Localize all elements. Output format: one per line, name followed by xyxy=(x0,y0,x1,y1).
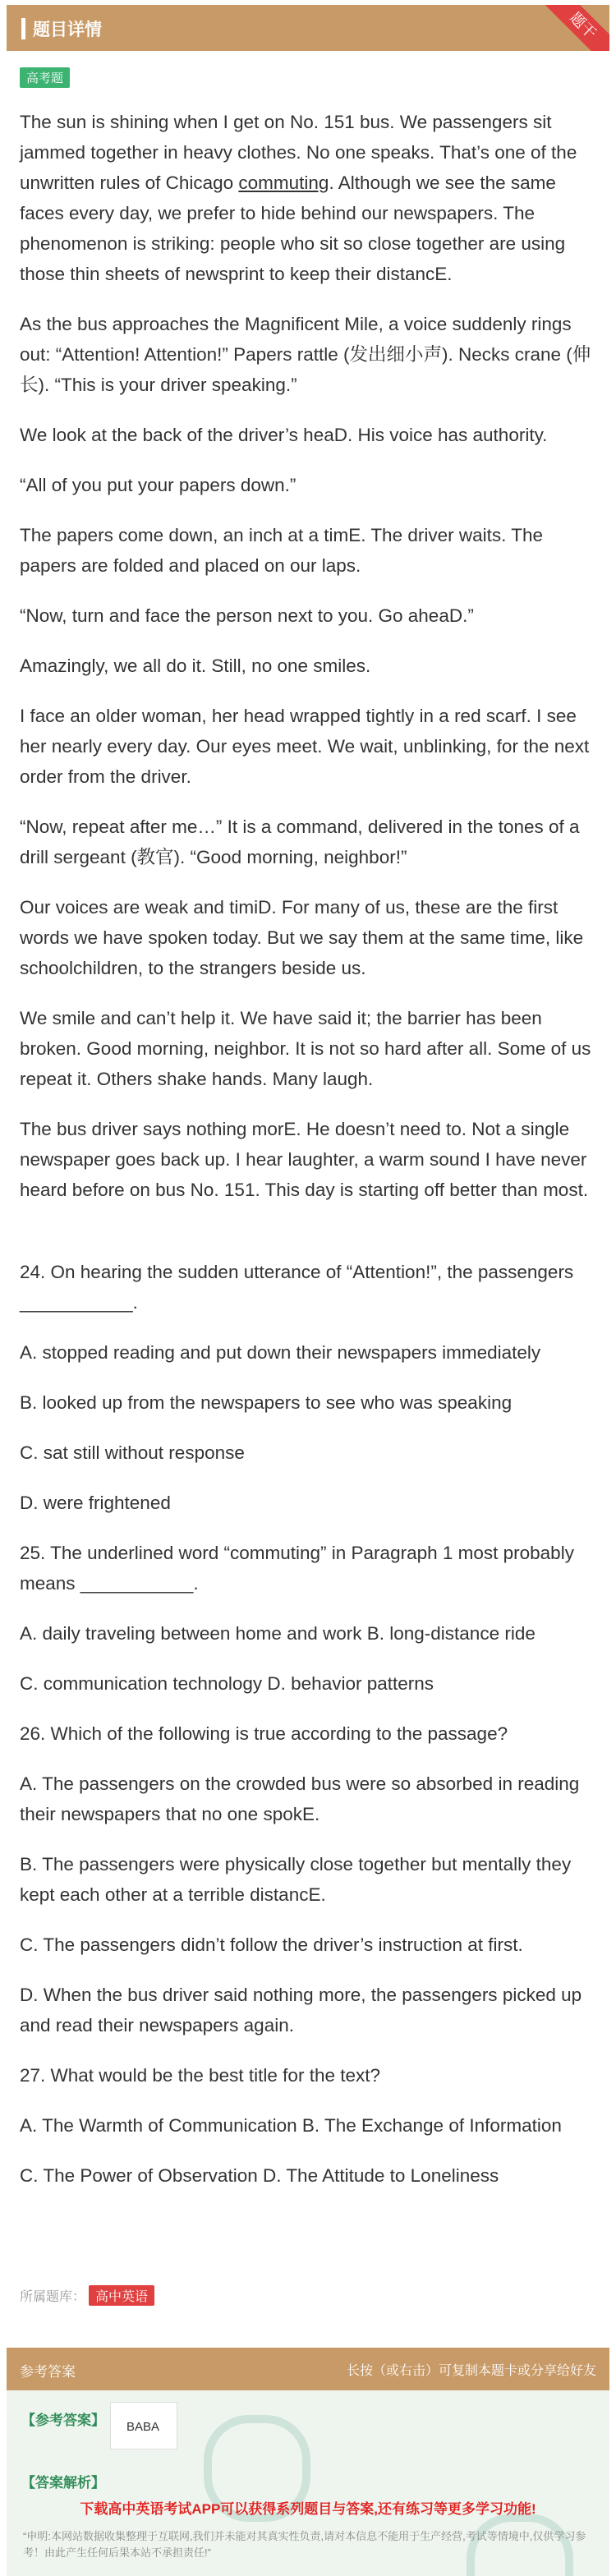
answer-option: D. When the bus driver said nothing more, the passengers picked up and read their newspapers again. xyxy=(20,1985,582,2036)
answer-option: A. stopped reading and put down their newspapers immediately xyxy=(20,1342,541,1363)
passage-paragraph: “Now, repeat after me…” It is a command, delivered in the tones of a drill sergeant (教官). “Good morning, neighbor!” xyxy=(20,816,580,867)
corner-ribbon: 题干 xyxy=(534,5,609,51)
answer-option: A. The Warmth of Communication B. The Exchange of Information xyxy=(20,2115,562,2136)
passage-paragraph: We look at the back of the driver’s heaD. His voice has authority. xyxy=(20,425,548,445)
answer-text: BABA xyxy=(126,2420,160,2434)
analysis-label: 【答案解析】 xyxy=(21,2475,105,2491)
answer-panel xyxy=(7,2390,609,2576)
answer-option: A. The passengers on the crowded bus were so absorbed in reading their newspapers that no one spokE. xyxy=(20,1773,580,1824)
source-label: 所属题库： xyxy=(20,2290,86,2304)
question-bank-source xyxy=(20,2285,154,2306)
passage-paragraph: “All of you put your papers down.” xyxy=(20,475,297,495)
answer-option: C. The Power of Observation D. The Attitude to Loneliness xyxy=(20,2165,499,2186)
header-accent-bar xyxy=(21,18,25,39)
answer-option: C. communication technology D. behavior patterns xyxy=(20,1673,434,1694)
exam-type-badge: 高考题 xyxy=(20,67,70,88)
passage-text: The sun is shining when I get on No. 151 bus. We passengers sit jammed together in heavy clothes. No one speaks. That’s one of the unwritten rules of Chicago xyxy=(20,112,577,193)
passage-paragraph: As the bus approaches the Magnificent Mile, a voice suddenly rings out: “Attention! Attention!” Papers rattle (发出细小声). Necks crane (伸长). “This is your driver speaking.” xyxy=(20,314,591,395)
passage-paragraph: The bus driver says nothing morE. He doesn’t need to. Not a single newspaper goes back up. I hear laughter, a warm sound I have never heard before on bus No. 151. This day is starting off better than most. xyxy=(20,1119,589,1200)
answer-option: C. The passengers didn’t follow the driver’s instruction at first. xyxy=(20,1934,523,1955)
reference-answer-label: 【参考答案】 xyxy=(21,2413,105,2428)
question-stem: 24. On hearing the sudden utterance of “Attention!”, the passengers ___________. xyxy=(20,1262,574,1313)
passage-paragraph: “Now, turn and face the person next to you. Go aheaD.” xyxy=(20,605,474,626)
question-stem: 26. Which of the following is true according to the passage? xyxy=(20,1723,508,1744)
question-list xyxy=(20,1257,595,2210)
passage-paragraph: Amazingly, we all do it. Still, no one smiles. xyxy=(20,656,371,676)
answer-option: B. The passengers were physically close together but mentally they kept each other at a terrible distancE. xyxy=(20,1854,572,1905)
reading-passage xyxy=(20,107,595,1225)
question-stem: 27. What would be the best title for the text? xyxy=(20,2065,381,2086)
answer-header-title: 参考答案 xyxy=(20,2364,76,2380)
answer-option: C. sat still without response xyxy=(20,1442,245,1463)
answer-header xyxy=(7,2348,609,2390)
passage-paragraph: I face an older woman, her head wrapped tightly in a red scarf. I see her nearly every day. Our eyes meet. We wait, unblinking, for the next order from the driver. xyxy=(20,706,590,787)
answer-option: B. looked up from the newspapers to see who was speaking xyxy=(20,1392,513,1413)
share-hint: 长按（或右击）可复制本题卡或分享给好友 xyxy=(346,2364,596,2378)
question-stem: 25. The underlined word “commuting” in Paragraph 1 most probably means ___________. xyxy=(20,1543,574,1594)
passage-paragraph: The papers come down, an inch at a timE. The driver waits. The papers are folded and placed on our laps. xyxy=(20,525,543,576)
answer-option: D. were frightened xyxy=(20,1493,171,1513)
page-title: 题目详情 xyxy=(33,21,102,39)
app-download-promo[interactable]: 下载高中英语考试APP可以获得系列题目与答案,还有练习等更多学习功能! xyxy=(80,2501,536,2517)
answer-option: A. daily traveling between home and work B. long-distance ride xyxy=(20,1623,536,1644)
passage-paragraph: Our voices are weak and timiD. For many of us, these are the first words we have spoken today. But we say them at the same time, like schoolchildren, to the strangers beside us. xyxy=(20,897,584,978)
passage-paragraph: We smile and can’t help it. We have said it; the barrier has been broken. Good morning, neighbor. It is not so hard after all. Some of us repeat it. Others shake hands. Many laugh. xyxy=(20,1008,591,1089)
underlined-word: commuting xyxy=(238,172,329,193)
title-header xyxy=(7,5,609,51)
subject-tag[interactable]: 高中英语 xyxy=(89,2285,154,2306)
passage-paragraph xyxy=(20,107,595,289)
disclaimer: “申明:本网站数据收集整理于互联网,我们并未能对其真实性负责,请对本信息不能用于生产经营,考试等情境中,仅供学习参考！由此产生任何后果本站不承担责任!” xyxy=(23,2530,586,2559)
passage-text: . Although we see the same faces every day, we prefer to hide behind our newspapers. The phenomenon is striking: people who sit so close together are using those thin sheets of newsprint to keep their distancE. xyxy=(20,172,566,284)
